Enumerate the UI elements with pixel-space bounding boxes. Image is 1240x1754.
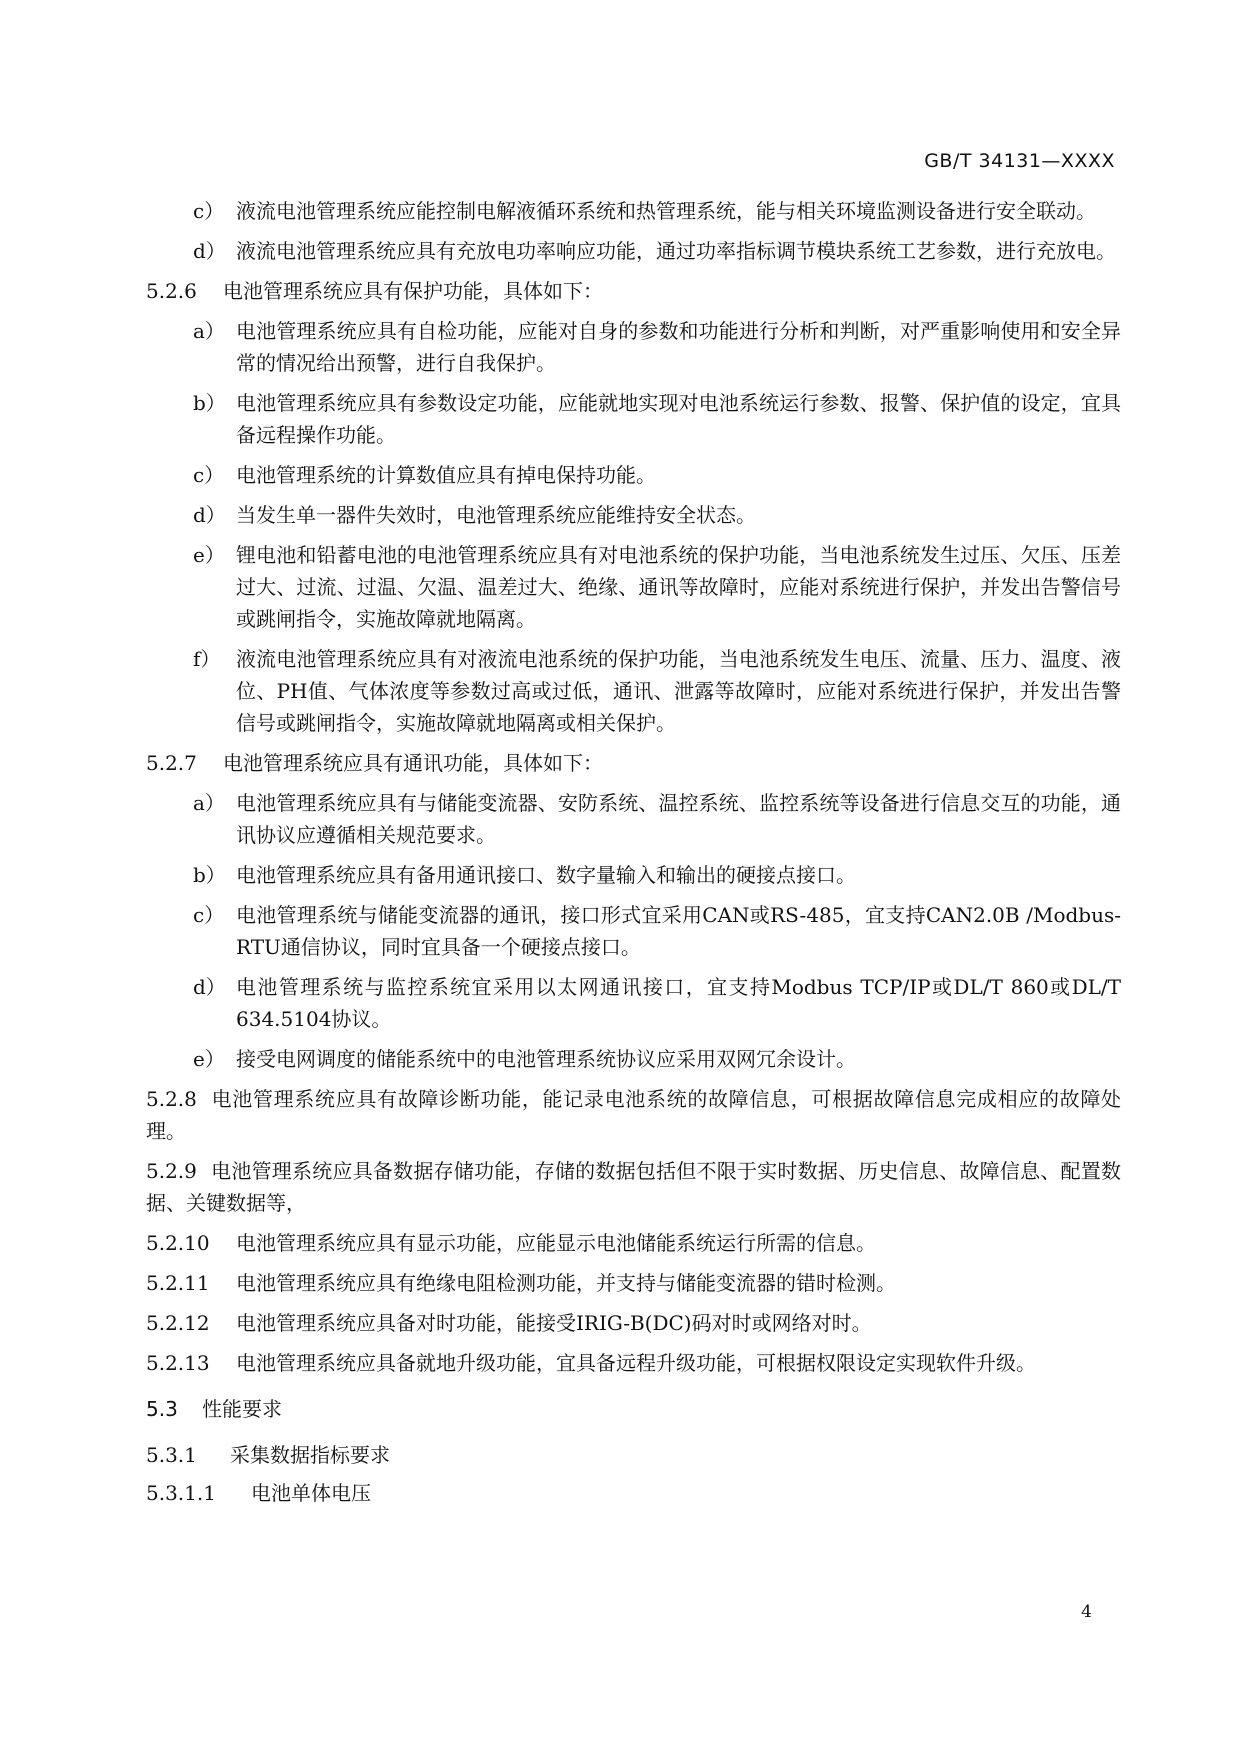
item-label: f）: [193, 647, 221, 671]
item-text: 接受电网调度的储能系统中的电池管理系统协议应采用双网冗余设计。: [236, 1047, 856, 1071]
document-body: [146, 195, 1121, 1515]
item-text: 液流电池管理系统应具有充放电功率响应功能，通过功率指标调节模块系统工艺参数，进行充放电。: [236, 239, 1116, 263]
clause: [146, 1267, 1121, 1299]
list-item: [193, 971, 1121, 1035]
item-text: 电池管理系统应具有与储能变流器、安防系统、温控系统、监控系统等设备进行信息交互的功能，通讯协议应遵循相关规范要求。: [236, 791, 1121, 847]
list-item: [193, 899, 1121, 963]
list-item: [193, 235, 1121, 267]
clause: [146, 1083, 1121, 1147]
subsection-title: 电池单体电压: [251, 1481, 371, 1505]
item-text: 锂电池和铅蓄电池的电池管理系统应具有对电池系统的保护功能，当电池系统发生过压、欠压、压差过大、过流、过温、欠温、温差过大、绝缘、通讯等故障时，应能对系统进行保护，并发出告警信号或跳闸指令，实施故障就地隔离。: [236, 543, 1121, 631]
list-item: [193, 459, 1121, 491]
clause-text: 电池管理系统应具有通讯功能，具体如下：: [223, 751, 603, 775]
item-label: a）: [193, 791, 225, 815]
clause-number: 5.2.10: [146, 1231, 210, 1255]
clause-text: 电池管理系统应具有显示功能，应能显示电池储能系统运行所需的信息。: [236, 1231, 876, 1255]
clause-text: 电池管理系统应具有保护功能，具体如下：: [223, 279, 603, 303]
item-label: b）: [193, 391, 226, 415]
list-item: [193, 387, 1121, 451]
list-item: [193, 195, 1121, 227]
item-label: d）: [193, 239, 226, 263]
clause-number: 5.2.12: [146, 1311, 210, 1335]
item-label: d）: [193, 503, 226, 527]
item-label: e）: [193, 1047, 225, 1071]
item-label: a）: [193, 319, 225, 343]
section-heading: [146, 1393, 1121, 1425]
item-text: 电池管理系统应具有自检功能，应能对自身的参数和功能进行分析和判断，对严重影响使用和安全异常的情况给出预警，进行自我保护。: [236, 319, 1121, 375]
clause: [146, 275, 1121, 307]
clause: [146, 1227, 1121, 1259]
clause-number: 5.2.6: [146, 279, 197, 303]
list-item: [193, 643, 1121, 739]
list-item: [193, 859, 1121, 891]
item-text: 液流电池管理系统应能控制电解液循环系统和热管理系统，能与相关环境监测设备进行安全联动。: [236, 199, 1096, 223]
page-number: 4: [1081, 1602, 1092, 1622]
clause-number: 5.2.7: [146, 751, 197, 775]
item-text: 电池管理系统的计算数值应具有掉电保持功能。: [236, 463, 656, 487]
item-text: 当发生单一器件失效时，电池管理系统应能维持安全状态。: [236, 503, 756, 527]
clause-number: 5.2.13: [146, 1351, 210, 1375]
list-item: [193, 787, 1121, 851]
item-label: b）: [193, 863, 226, 887]
item-text: 液流电池管理系统应具有对液流电池系统的保护功能，当电池系统发生电压、流量、压力、温度、液位、PH值、气体浓度等参数过高或过低，通讯、泄露等故障时，应能对系统进行保护，并发出告警信号或跳闸指令，实施故障就地隔离或相关保护。: [236, 647, 1121, 735]
section-title: 性能要求: [202, 1397, 282, 1421]
section-number: 5.3: [146, 1397, 178, 1421]
clause: [146, 1347, 1121, 1379]
item-label: e）: [193, 543, 225, 567]
list-item: [193, 315, 1121, 379]
subsection-number: 5.3.1.1: [146, 1481, 216, 1505]
subsection-heading: [146, 1477, 1121, 1509]
clause-number: 5.2.9: [146, 1159, 197, 1183]
clause-text: 电池管理系统应具有绝缘电阻检测功能，并支持与储能变流器的错时检测。: [236, 1271, 896, 1295]
clause-text: 电池管理系统应具备就地升级功能，宜具备远程升级功能，可根据权限设定实现软件升级。: [236, 1351, 1036, 1375]
subsection-title: 采集数据指标要求: [230, 1443, 390, 1467]
clause: [146, 747, 1121, 779]
clause: [146, 1155, 1121, 1219]
item-text: 电池管理系统应具有备用通讯接口、数字量输入和输出的硬接点接口。: [236, 863, 856, 887]
list-item: [193, 499, 1121, 531]
clause-number: 5.2.11: [146, 1271, 210, 1295]
item-text: 电池管理系统与监控系统宜采用以太网通讯接口，宜支持Modbus TCP/IP或DL/T 860或DL/T 634.5104协议。: [236, 975, 1121, 1031]
item-label: d）: [193, 975, 226, 999]
clause-number: 5.2.8: [146, 1087, 197, 1111]
clause: [146, 1307, 1121, 1339]
clause-text: 电池管理系统应具有故障诊断功能，能记录电池系统的故障信息，可根据故障信息完成相应的故障处理。: [146, 1087, 1121, 1143]
list-item: [193, 539, 1121, 635]
item-label: c）: [193, 463, 225, 487]
clause-text: 电池管理系统应具备对时功能，能接受IRIG-B(DC)码对时或网络对时。: [236, 1311, 872, 1335]
item-text: 电池管理系统应具有参数设定功能，应能就地实现对电池系统运行参数、报警、保护值的设定，宜具备远程操作功能。: [236, 391, 1121, 447]
item-label: c）: [193, 903, 225, 927]
subsection-number: 5.3.1: [146, 1443, 197, 1467]
clause-text: 电池管理系统应具备数据存储功能，存储的数据包括但不限于实时数据、历史信息、故障信息、配置数据、关键数据等，: [146, 1159, 1121, 1215]
standard-code: GB/T 34131—XXXX: [924, 150, 1115, 172]
item-text: 电池管理系统与储能变流器的通讯，接口形式宜采用CAN或RS-485，宜支持CAN2.0B /Modbus-RTU通信协议，同时宜具备一个硬接点接口。: [236, 903, 1121, 959]
item-label: c）: [193, 199, 225, 223]
subsection-heading: [146, 1439, 1121, 1471]
list-item: [193, 1043, 1121, 1075]
